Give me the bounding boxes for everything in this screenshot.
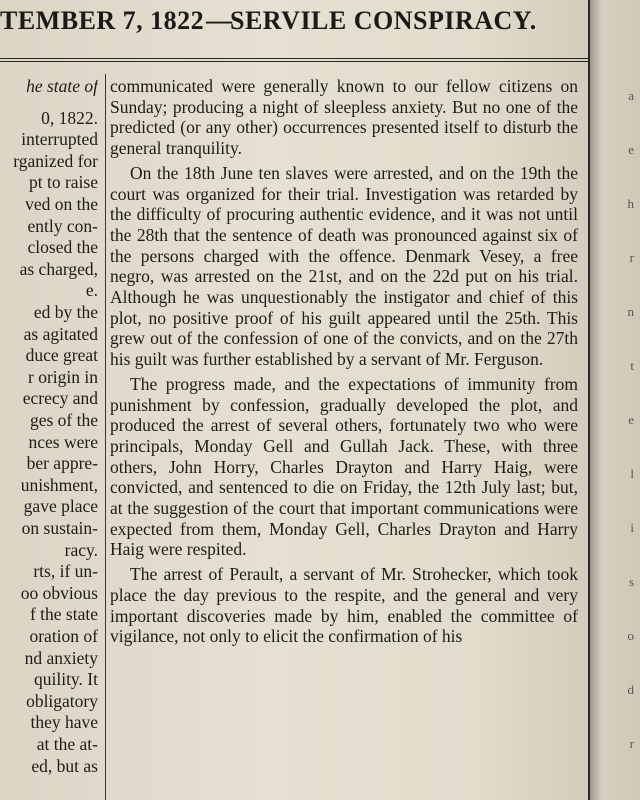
adjacent-page-fragment: d	[627, 682, 634, 697]
header-rule	[0, 58, 588, 59]
left-column-line: f the state	[29, 604, 98, 625]
header-date: TEMBER 7, 1822	[0, 6, 205, 35]
article-paragraph: The progress made, and the expectations of immunity from punishment by confession, gradually developed the plot, and produced the arrest of several others, fortunately two who were principals, Monday Gell and Gullah Jack. These, with three others, John Horry, Charles Drayton and Harry Haig, were convicted, and sentenced to die on Friday, the 12th July last; but, at the suggestion of the court that important communications were expected from them, Monday Gell, Charles Drayton and Harry Haig were respited.	[110, 373, 578, 560]
left-column-line: he state of	[26, 76, 98, 96]
left-column-line: quility. It	[33, 669, 98, 690]
article-paragraph: communicated were generally known to our fellow citizens on Sunday; producing a night of sleepless anxiety. But no one of the predicted (or any other) occurrences presented itself to disturb the general tranquility.	[110, 76, 578, 159]
left-column-line: as charged,	[19, 258, 98, 279]
left-column-line: ently con-	[27, 215, 98, 236]
left-column-line: unishment,	[20, 474, 98, 495]
left-column-line: obligatory	[26, 690, 98, 711]
left-column-line: closed the	[27, 237, 98, 258]
adjacent-page-fragment: i	[630, 520, 634, 535]
left-column-line: gave place	[23, 496, 98, 517]
left-column-line: on sustain-	[21, 518, 98, 538]
left-column-line: e.	[85, 280, 98, 301]
left-column-line: ges of the	[29, 410, 98, 430]
adjacent-page-edge	[590, 0, 640, 800]
article-paragraph: On the 18th June ten slaves were arrested, and on the 19th the court was organized for their trial. Investigation was retarded by the difficulty of procuring authentic evidence, and it was not until the 28th that the sentence of death was pronounced against six of the persons charged with the offence. Denmark Vesey, a free negro, was arrested on the 21st, and on the 22d put on his trial. Although he was unquestionably the instigator and chief of this plot, no positive proof of his guilt appeared until the 25th. This grew out of the confession of one of the convicts, and on the 27th his guilt was further established by a servant of Mr. Ferguson.	[110, 162, 578, 370]
adjacent-page-fragment: s	[628, 574, 634, 589]
left-column-line: rganized for	[13, 150, 98, 171]
left-column-line: nces were	[28, 431, 98, 452]
left-column-line: ed, but as	[31, 755, 98, 776]
left-column-line: ed by the	[33, 302, 98, 322]
header-rule-secondary	[0, 61, 588, 62]
article-body	[110, 76, 578, 800]
adjacent-page-fragment: l	[630, 466, 634, 481]
left-column-line: r origin in	[28, 366, 98, 387]
column-rule	[105, 74, 106, 800]
left-column-line: 0, 1822.	[41, 107, 98, 128]
left-column-line: at the at-	[36, 734, 98, 754]
adjacent-page-fragment: n	[627, 304, 634, 319]
adjacent-page-fragment: r	[629, 250, 634, 265]
left-column-line: duce great	[25, 345, 98, 366]
adjacent-page-fragment: t	[630, 358, 634, 373]
left-column-line: nd anxiety	[24, 647, 98, 668]
adjacent-page-fragment: o	[627, 628, 634, 643]
page-header	[0, 6, 588, 48]
left-column-line: ved on the	[25, 194, 98, 214]
left-column-line: oration of	[29, 626, 98, 646]
left-column-line: interrupted	[21, 129, 98, 150]
adjacent-page-fragment: r	[629, 736, 634, 751]
adjacent-page-fragment: e	[628, 142, 634, 157]
left-column-line: pt to raise	[28, 172, 98, 193]
left-column-line: ber appre-	[26, 453, 98, 474]
left-column-line: ecrecy and	[22, 388, 98, 409]
left-column-line: they have	[30, 712, 98, 733]
header-headline: SERVILE CONSPIRACY.	[230, 6, 537, 35]
left-column-line: oo obvious	[20, 582, 98, 603]
left-column-line: rts, if un-	[33, 561, 98, 582]
article-paragraph: The arrest of Perault, a servant of Mr. Strohecker, which took place the day previous to the respite, and the general and very important discoveries made by him, enabled the committee of vigilance, not only to elicit the confirmation of his	[110, 564, 578, 647]
left-column-line: racy.	[64, 539, 98, 560]
header-dash: —	[206, 6, 233, 35]
left-column-line: as agitated	[23, 323, 98, 344]
adjacent-page-fragment: a	[628, 88, 634, 103]
adjacent-page-fragment: e	[628, 412, 634, 427]
left-column-fragment	[0, 74, 98, 800]
adjacent-page-fragment: h	[627, 196, 634, 211]
